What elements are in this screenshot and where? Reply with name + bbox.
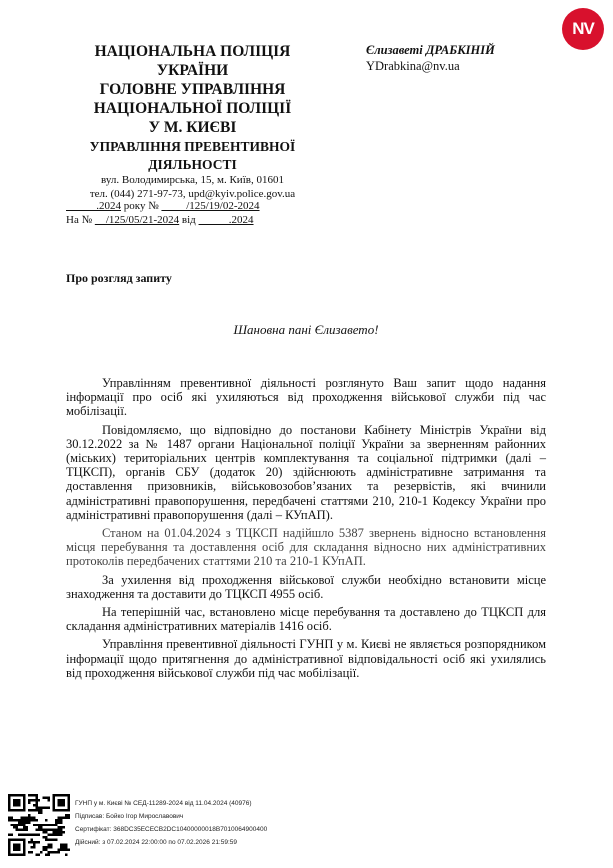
signature-validity: Дійсний: з 07.02.2024 22:00:00 по 07.02.2026 21:59:59 [75, 839, 238, 846]
org-name-line: НАЦІОНАЛЬНА ПОЛІЦІЯ [94, 43, 291, 60]
letter-body [66, 376, 546, 684]
signature-document: ГУНП у м. Києві № СЕД-11289-2024 від 11.04.2024 (40976) [75, 800, 252, 807]
recipient-email: YDrabkina@nv.ua [366, 59, 460, 73]
subject-line: Про розгляд запиту [66, 271, 172, 285]
body-paragraph: Станом на 01.04.2024 з ТЦКСП надійшло 5387 звернень відносно встановлення місця перебування та доставлення осіб для складання відносно них адміністративних протоколів передбачених статтями 210 та 210-1 КУпАП. [66, 526, 546, 569]
qr-code [8, 794, 70, 856]
outgoing-reference [66, 199, 316, 213]
incoming-reference [66, 213, 316, 227]
letterhead [60, 42, 325, 201]
incoming-prefix: На № [66, 214, 95, 226]
recipient-name: Єлизаветі ДРАБКІНІЙ [366, 43, 495, 57]
body-paragraph: Повідомляємо, що відповідно до постанови Кабінету Міністрів України від 30.12.2022 за № 1487 органи Національної поліції України за зверненням районних (міських) територіальних центрів комплектування та соціальної підтримки (далі – ТЦКСП), органів СБУ (додаток 20) здійснюють адміністративне затримання та доставлення призовників, військовозобов’язаних та резервістів, які вчинили адміністративні правопорушення, передбачені статтями 210, 210-1 Кодексу України про адміністративні правопорушення (далі – КУпАП). [66, 422, 546, 522]
digital-signature-block [75, 797, 267, 849]
incoming-number: /125/05/21-2024 [94, 214, 180, 226]
contacts: тел. (044) 271-97-73, upd@kyiv.police.gov.ua [89, 188, 296, 200]
nv-logo: NV [562, 8, 604, 50]
outgoing-number: /125/19/02-2024 [161, 200, 260, 212]
greeting: Шановна пані Єлизавето! [233, 322, 379, 337]
department-name-line: ДІЯЛЬНОСТІ [148, 157, 237, 172]
outgoing-date: .2024 [66, 200, 121, 212]
incoming-date: .2024 [198, 214, 254, 226]
department-name-line: УПРАВЛІННЯ ПРЕВЕНТИВНОЇ [89, 139, 296, 154]
body-paragraph: Управління превентивної діяльності ГУНП у м. Києві не являється розпорядником інформації щодо притягнення до адміністративної відповідальності осіб які ухилялись від проходження військової служби під час мобілізації. [66, 637, 546, 680]
reference-numbers [66, 199, 316, 227]
outgoing-mid: року № [121, 200, 162, 212]
signature-signer: Підписав: Бойко Ігор Мирославович [75, 813, 184, 820]
body-paragraph: За ухилення від проходження військової служби необхідно встановити місце знаходження та доставити до ТЦКСП 4955 осіб. [66, 572, 546, 601]
org-name-line: УКРАЇНИ [156, 62, 229, 79]
recipient-block [366, 42, 495, 74]
org-name-line: ГОЛОВНЕ УПРАВЛІННЯ [99, 81, 286, 98]
body-paragraph: Управлінням превентивної діяльності розглянуто Ваш запит щодо надання інформації про осіб які ухиляються від проходження військової служби під час мобілізації. [66, 376, 546, 419]
org-name-line: НАЦІОНАЛЬНОЇ ПОЛІЦІЇ [93, 100, 292, 117]
body-paragraph: На теперішній час, встановлено місце перебування та доставлено до ТЦКСП для складання адміністративних матеріалів 1416 осіб. [66, 605, 546, 634]
incoming-mid: від [179, 214, 199, 226]
org-name-line: У М. КИЄВІ [148, 119, 237, 136]
address: вул. Володимирська, 15, м. Київ, 01601 [101, 174, 284, 186]
signature-certificate: Сертифікат: 368DC35ECECB2DC10400000018B7010064900400 [75, 826, 268, 833]
